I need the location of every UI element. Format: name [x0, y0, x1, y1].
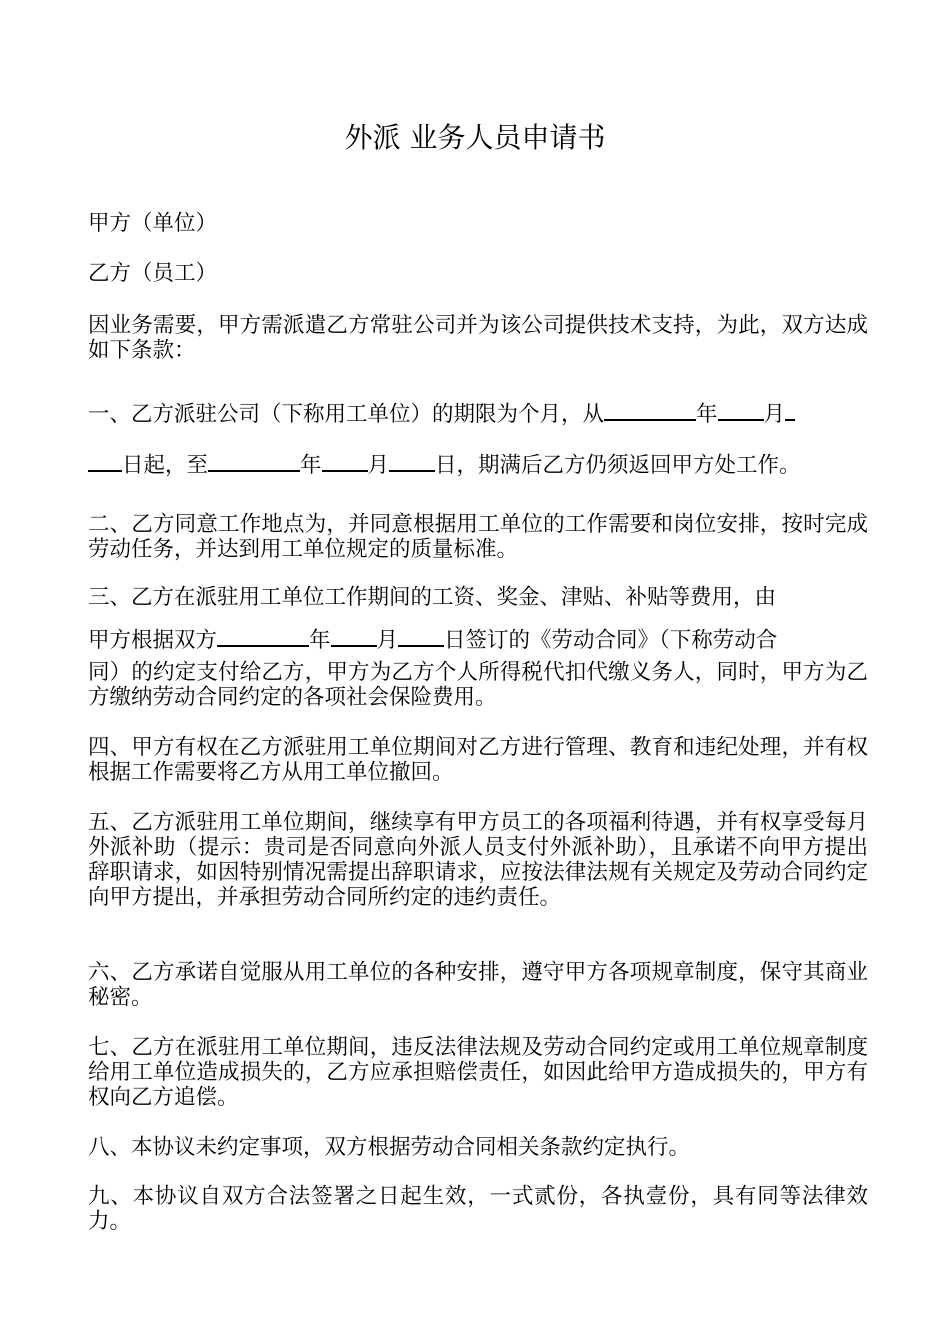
end-year-blank[interactable]: [208, 448, 300, 472]
end-day-label: 日，期满后乙方仍须返回甲方处工作。: [435, 453, 801, 478]
year-blank[interactable]: [604, 397, 696, 421]
contract-month-blank[interactable]: [331, 623, 377, 647]
clause-7: 七、乙方在派驻用工单位期间，违反法律法规及劳动合同约定或用工单位规章制度给用工单位造成损失的，乙方应承担赔偿责任，如因此给甲方造成损失的，甲方有权向乙方追偿。: [88, 1035, 868, 1110]
start-day-label: 日起，至: [122, 453, 209, 478]
clause-9: 九、本协议自双方合法签署之日起生效，一式贰份，各执壹份，具有同等法律效力。: [88, 1184, 868, 1234]
clause-4: 四、甲方有权在乙方派驻用工单位期间对乙方进行管理、教育和违纪处理，并有权根据工作需要将乙方从用工单位撤回。: [88, 735, 868, 785]
day-blank-cont[interactable]: [88, 448, 122, 472]
contract-month-label: 月: [376, 628, 399, 653]
document-title: 外派 业务人员申请书: [344, 121, 606, 154]
month-label: 月: [763, 402, 786, 427]
clause-1-line-1: [88, 397, 878, 427]
end-month-label: 月: [367, 453, 390, 478]
party-b-line: 乙方（员工）: [88, 261, 218, 286]
clause-3-rest: 同）的约定支付给乙方，甲方为乙方个人所得税代扣代缴义务人，同时，甲方为乙方缴纳劳动合同约定的各项社会保险费用。: [88, 660, 868, 710]
contract-day-label: 日签订的《劳动合同》（下称劳动合: [444, 628, 778, 653]
party-a-line: 甲方（单位）: [88, 211, 218, 236]
month-blank[interactable]: [718, 397, 764, 421]
end-month-blank[interactable]: [322, 448, 368, 472]
clause-1-text: 一、乙方派驻公司（下称用工单位）的期限为个月，从: [88, 402, 605, 427]
contract-day-blank[interactable]: [398, 623, 444, 647]
day-blank-start[interactable]: [785, 397, 795, 421]
intro-paragraph: 因业务需要，甲方需派遣乙方常驻公司并为该公司提供技术支持，为此，双方达成如下条款：: [88, 313, 868, 363]
clause-2: 二、乙方同意工作地点为，并同意根据用工单位的工作需要和岗位安排，按时完成劳动任务，并达到用工单位规定的质量标准。: [88, 512, 868, 562]
clause-1-line-2: [88, 448, 868, 478]
clause-3-line-1: 三、乙方在派驻用工单位工作期间的工资、奖金、津贴、补贴等费用，由: [88, 585, 777, 610]
clause-3-text: 甲方根据双方: [88, 628, 218, 653]
clause-5: 五、乙方派驻用工单位期间，继续享有甲方员工的各项福利待遇，并有权享受每月外派补助（提示：贵司是否同意向外派人员支付外派补助），且承诺不向甲方提出辞职请求，如因特别情况需提出辞职请求，应按法律法规有关规定及劳动合同约定向甲方提出，并承担劳动合同所约定的违约责任。: [88, 810, 868, 910]
end-year-label: 年: [300, 453, 322, 478]
contract-year-blank[interactable]: [217, 623, 309, 647]
contract-year-label: 年: [309, 628, 331, 653]
end-day-blank[interactable]: [389, 448, 435, 472]
clause-8: 八、本协议未约定事项，双方根据劳动合同相关条款约定执行。: [88, 1135, 691, 1160]
year-label: 年: [696, 402, 718, 427]
clause-3-line-2: [88, 623, 868, 653]
clause-6: 六、乙方承诺自觉服从用工单位的各种安排，遵守甲方各项规章制度，保守其商业秘密。: [88, 960, 868, 1010]
